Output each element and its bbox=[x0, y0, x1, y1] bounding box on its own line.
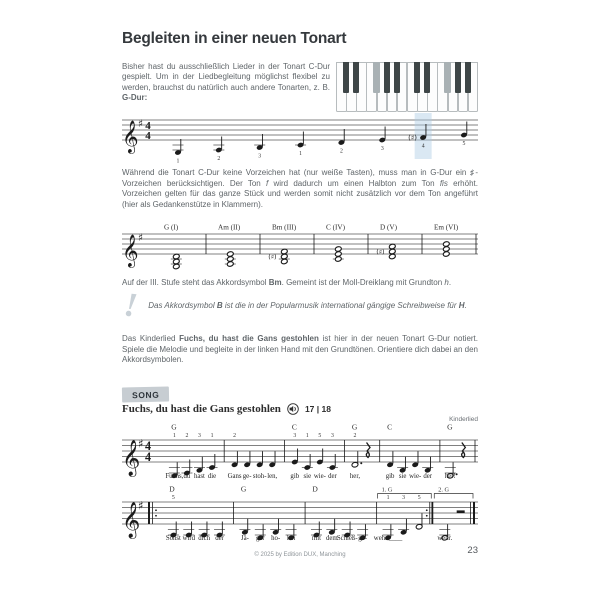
lyric: stoh- bbox=[252, 473, 267, 480]
lyric: sie bbox=[303, 473, 312, 480]
note bbox=[399, 457, 406, 473]
g-major-scale-staff bbox=[122, 110, 478, 173]
song-title: Fuchs, du hast die Gans gestohlen bbox=[122, 403, 281, 415]
finger-number: 3 bbox=[380, 146, 384, 152]
genre-label: Kinderlied bbox=[449, 416, 478, 423]
lyric: her, bbox=[349, 473, 361, 480]
song-intro-paragraph: Das Kinderlied Fuchs, du hast die Gans gestohlen ist hier in der neuen Tonart G-Dur notiert. Spiele die Melodie und begleite in der linken Hand mit den Grundtönen. Orientiere dich dabei an den Akkordsymbolen. bbox=[122, 334, 478, 365]
page-number: 23 bbox=[467, 545, 478, 556]
volta-label: 1. G bbox=[381, 486, 393, 494]
time-sig-bottom: 4 bbox=[144, 450, 152, 464]
chord-note bbox=[389, 244, 396, 250]
chord-symbol: G bbox=[351, 422, 358, 432]
chord-note bbox=[443, 241, 450, 247]
black-key bbox=[353, 62, 359, 93]
accidental: (♯) bbox=[408, 134, 418, 142]
lyric: her! bbox=[444, 473, 456, 480]
exclamation-icon: ! bbox=[122, 286, 140, 325]
note bbox=[256, 134, 263, 150]
finger-number: 4 bbox=[421, 143, 425, 150]
chord-symbol: C bbox=[387, 422, 393, 432]
intro-paragraph: Bisher hast du ausschließlich Lieder in der Tonart C-Dur gespielt. Um in der Liedbegleitung möglichst flexibel zu werden, brauchst du natürlich auch andere Tonarten, z. B. G-Dur: bbox=[122, 62, 330, 103]
time-sig-top: 4 bbox=[144, 439, 152, 453]
lyric: hast bbox=[194, 473, 205, 480]
svg-text:(♯): (♯) bbox=[268, 253, 277, 261]
black-key bbox=[455, 62, 461, 93]
note bbox=[174, 139, 181, 155]
copyright-footer: © 2025 by Edition DUX, Manching bbox=[254, 552, 346, 558]
lyric: Gans bbox=[227, 473, 242, 480]
volta-label: 2. G bbox=[438, 486, 449, 494]
lyric: gib bbox=[290, 473, 300, 480]
note bbox=[387, 451, 394, 467]
lyric: du bbox=[183, 473, 191, 480]
lyric: wie- bbox=[409, 473, 422, 480]
song-badge: SONG bbox=[122, 386, 170, 401]
black-key bbox=[414, 62, 420, 93]
chord-symbol: G bbox=[447, 422, 453, 432]
piano-keyboard bbox=[336, 62, 478, 112]
chord-note bbox=[227, 251, 234, 257]
note bbox=[338, 129, 345, 145]
treble-clef: 𝄞 bbox=[122, 120, 139, 153]
note bbox=[416, 513, 423, 529]
black-key bbox=[343, 62, 349, 93]
lyric: wie- bbox=[313, 473, 326, 480]
chord-degree-label: Bm (III) bbox=[272, 223, 297, 232]
finger-number: 1 bbox=[172, 433, 176, 439]
lyric: der bbox=[423, 473, 433, 480]
finger-number: 5 bbox=[318, 433, 322, 439]
lyric: wird bbox=[182, 535, 196, 542]
audio-speaker-icon bbox=[287, 403, 299, 415]
note bbox=[328, 519, 335, 535]
finger-number: 1 bbox=[210, 433, 214, 439]
quarter-rest bbox=[462, 443, 466, 458]
lyric: mit bbox=[311, 535, 322, 542]
chord-degree-label: Am (II) bbox=[218, 223, 241, 232]
lyric: Sonst bbox=[165, 535, 181, 542]
lyric: Jä- bbox=[240, 535, 249, 542]
lyric: len bbox=[286, 535, 296, 542]
chord-degree-label: C (IV) bbox=[326, 223, 345, 232]
volta-bracket bbox=[434, 494, 473, 499]
finger-number: 3 bbox=[402, 495, 406, 501]
chord-degrees-staff bbox=[122, 222, 478, 281]
note bbox=[351, 451, 362, 467]
lyric: Schieß- bbox=[336, 535, 358, 542]
black-key bbox=[394, 62, 400, 93]
song-staff-line-1 bbox=[122, 422, 478, 489]
scale-staff-svg bbox=[122, 110, 478, 168]
treble-clef: 𝄞 bbox=[122, 502, 141, 538]
finger-number: 2 bbox=[233, 433, 237, 439]
finger-number: 5 bbox=[171, 495, 175, 501]
lyric: sie bbox=[398, 473, 407, 480]
lyric: wehr.____ bbox=[373, 535, 403, 542]
lyric: ho- bbox=[271, 535, 281, 542]
chord-symbol: D bbox=[169, 484, 175, 494]
key-signature-sharp: ♯ bbox=[138, 117, 144, 130]
info-note bbox=[122, 286, 478, 325]
finger-number: 1 bbox=[386, 495, 390, 501]
note bbox=[241, 519, 248, 535]
note bbox=[400, 519, 407, 535]
intro-section bbox=[122, 62, 478, 104]
lyric: gib bbox=[385, 473, 395, 480]
chord-note bbox=[281, 249, 288, 255]
time-sig-bottom: 4 bbox=[145, 130, 151, 142]
key-signature-sharp: ♯ bbox=[138, 231, 144, 244]
key-signature-sharp: ♯ bbox=[138, 436, 144, 451]
note bbox=[272, 519, 279, 535]
finger-number: 2 bbox=[353, 433, 357, 439]
finger-number: 3 bbox=[258, 153, 262, 160]
accidental-paragraph: Während die Tonart C-Dur keine Vorzeichen hat (nur weiße Tasten), muss man in G-Dur ein ♯-Vorzeichen berücksichtigen. Der Ton f wird dadurch um einen Halbton zum Ton fis erhöht. Vorzeichen gelten für das ganze Stück und werden somit nicht zusätzlich vor dem Ton angeführt (hier als Gedankenstütze in Klammern). bbox=[122, 168, 479, 209]
finger-number: 1 bbox=[176, 158, 180, 165]
lyric: der bbox=[328, 473, 337, 480]
note bbox=[244, 451, 251, 467]
finger-number: 2 bbox=[339, 148, 343, 155]
bm-paragraph: Auf der III. Stufe steht das Akkordsymbol Bm. Gemeint ist der Moll-Dreiklang mit Grundton h. bbox=[122, 278, 452, 287]
chords-staff-svg bbox=[122, 222, 478, 276]
black-key bbox=[384, 62, 390, 93]
chord-degree-label: D (V) bbox=[380, 223, 397, 232]
finger-number: 2 bbox=[217, 156, 221, 162]
song-staff-line-2 bbox=[122, 484, 478, 551]
page-title: Begleiten in einer neuen Tonart bbox=[122, 30, 347, 47]
page-content bbox=[122, 0, 478, 600]
lyric: dich bbox=[198, 535, 211, 542]
lyric: ge- bbox=[358, 535, 367, 542]
highlighted-fis-key bbox=[373, 62, 379, 93]
song-line2-svg bbox=[122, 484, 478, 546]
track-numbers: 17 | 18 bbox=[304, 404, 331, 414]
finger-number: 1 bbox=[299, 151, 303, 157]
chord-note bbox=[173, 254, 180, 260]
treble-clef: 𝄞 bbox=[122, 234, 139, 267]
finger-number: 5 bbox=[417, 495, 421, 501]
quarter-rest bbox=[366, 443, 370, 458]
note bbox=[231, 451, 238, 467]
chord-degree-label: G (I) bbox=[164, 223, 179, 232]
chord-symbol: D bbox=[312, 484, 318, 494]
finger-number: 2 bbox=[185, 433, 189, 439]
note bbox=[196, 457, 203, 473]
time-sig-top: 4 bbox=[145, 120, 151, 132]
key-signature-sharp: ♯ bbox=[138, 498, 144, 513]
chord-symbol: G bbox=[171, 422, 177, 432]
chord-degree-label: Em (VI) bbox=[434, 223, 459, 232]
song-badge-row bbox=[122, 384, 478, 402]
lyric: wehr. bbox=[437, 535, 453, 542]
note bbox=[269, 451, 276, 467]
info-note-text: Das Akkordsymbol B ist die in der Popularmusik international gängige Schreibweise für H. bbox=[148, 301, 467, 311]
black-key bbox=[424, 62, 430, 93]
lyric: len, bbox=[267, 473, 278, 480]
lyric: dem bbox=[326, 535, 338, 542]
chord-note bbox=[335, 246, 342, 252]
half-rest bbox=[457, 510, 465, 513]
song-line1-svg bbox=[122, 422, 478, 484]
finger-number: 3 bbox=[293, 433, 297, 439]
finger-number: 3 bbox=[330, 433, 334, 439]
highlighted-fis-key bbox=[444, 62, 450, 93]
svg-text:(♯): (♯) bbox=[376, 248, 385, 256]
chord-symbol: C bbox=[291, 422, 297, 432]
black-key bbox=[465, 62, 471, 93]
song-header bbox=[122, 403, 478, 415]
lyric: der bbox=[215, 535, 224, 542]
lyric: ge- bbox=[242, 473, 252, 480]
finger-number: 3 bbox=[198, 433, 201, 439]
note bbox=[256, 451, 263, 467]
lyric: die bbox=[207, 473, 217, 480]
treble-clef: 𝄞 bbox=[122, 440, 141, 476]
lyric: ger bbox=[255, 535, 265, 542]
note bbox=[412, 451, 419, 467]
finger-number: 1 bbox=[305, 433, 309, 439]
chord-symbol: G bbox=[240, 484, 247, 494]
lyric: Fuchs, bbox=[165, 473, 184, 480]
finger-number: 5 bbox=[462, 141, 466, 147]
note bbox=[424, 457, 431, 473]
